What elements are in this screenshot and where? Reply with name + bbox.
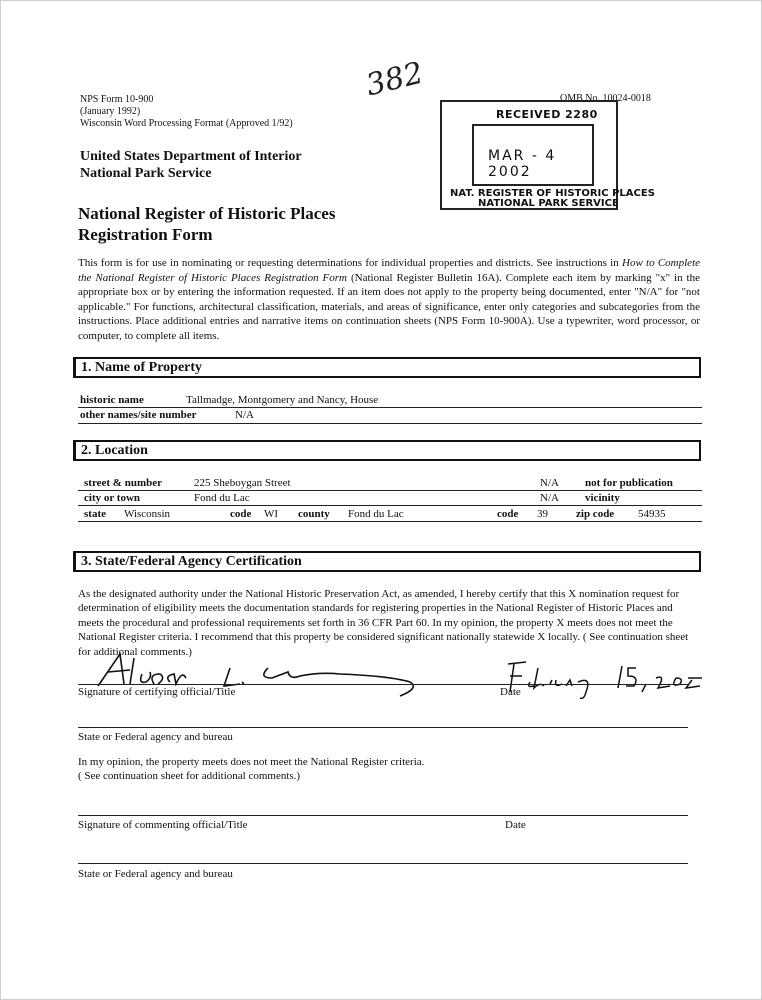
stamp-line-2: NATIONAL PARK SERVICE xyxy=(478,198,619,209)
stamp-received: RECEIVED 2280 xyxy=(496,108,598,121)
section-2-heading: 2. Location xyxy=(73,440,701,461)
divider xyxy=(78,423,702,424)
agency-line-2 xyxy=(78,863,688,864)
opinion-text: In my opinion, the property meets does not meet the National Register criteria. xyxy=(78,756,425,768)
historic-name-label: historic name xyxy=(80,394,144,406)
department-block xyxy=(80,148,302,182)
omb-number: OMB No. 10024-0018 xyxy=(560,93,651,104)
section-3-heading: 3. State/Federal Agency Certification xyxy=(73,551,701,572)
county-value[interactable]: Fond du Lac xyxy=(348,508,404,520)
department-name: United States Department of Interior xyxy=(80,149,302,164)
format-note: Wisconsin Word Processing Format (Approved 1/92) xyxy=(80,118,293,129)
signature-label: Signature of certifying official/Title xyxy=(78,686,236,698)
commenting-line xyxy=(78,815,688,816)
divider xyxy=(78,521,702,522)
title-line-1: National Register of Historic Places xyxy=(78,204,336,223)
received-stamp xyxy=(440,100,655,210)
stamp-line-1: NAT. REGISTER OF HISTORIC PLACES xyxy=(450,188,655,199)
stamp-date-box xyxy=(472,124,594,186)
vicinity-label: vicinity xyxy=(585,492,620,504)
other-names-value[interactable]: N/A xyxy=(235,409,254,421)
instructions-part-1: This form is for use in nominating or requesting determinations for individual properties and districts. See instructions in xyxy=(78,257,622,269)
signature-line xyxy=(78,684,688,685)
divider xyxy=(78,490,702,491)
state-label: state xyxy=(84,508,106,520)
not-for-publication-value[interactable]: N/A xyxy=(540,477,559,489)
county-code-value[interactable]: 39 xyxy=(537,508,548,520)
date-label: Date xyxy=(500,686,521,698)
form-id-block xyxy=(80,94,293,130)
stamp-date: MAR - 4 2002 xyxy=(488,148,557,180)
form-number: NPS Form 10-900 xyxy=(80,94,154,105)
form-date: (January 1992) xyxy=(80,106,141,117)
county-label: county xyxy=(298,508,330,520)
instructions-italic-title: How to Complete the National Register of Historic Places Registration Form xyxy=(78,257,701,284)
instructions-part-2: (National Register Bulletin 16A). Complete each item by marking "x" in the appropriate box or by entering the information requested. If an item does not apply to the property being documented, enter "N/A" for "not applicable." For functions, architectural classification, materials, and areas of significance, enter only categories and subcategories from the instructions. Place additional entries and narrative items on continuation sheets (NPS Form 10-900A). Use a typewriter, word processor, or computer, to complete all items. xyxy=(78,271,700,342)
state-code-label: code xyxy=(230,508,252,520)
zip-label: zip code xyxy=(576,508,615,520)
city-label: city or town xyxy=(84,492,141,504)
historic-name-value[interactable]: Tallmadge, Montgomery and Nancy, House xyxy=(186,394,379,406)
street-value[interactable]: 225 Sheboygan Street xyxy=(194,477,291,489)
city-value[interactable]: Fond du Lac xyxy=(194,492,250,504)
agency-label-2: State or Federal agency and bureau xyxy=(78,868,233,880)
state-code-value[interactable]: WI xyxy=(264,508,279,520)
title-line-2: Registration Form xyxy=(78,225,213,244)
section-1-heading: 1. Name of Property xyxy=(73,357,701,378)
county-code-label: code xyxy=(497,508,519,520)
divider xyxy=(78,407,702,408)
state-value[interactable]: Wisconsin xyxy=(124,508,170,520)
instructions-paragraph xyxy=(78,256,700,344)
street-label: street & number xyxy=(84,477,162,489)
agency-line xyxy=(78,727,688,728)
service-name: National Park Service xyxy=(80,166,212,181)
certification-paragraph: As the designated authority under the National Historic Preservation Act, as amended, I hereby certify that this X nomination request for determination of eligibility meets the documentation standards for registering properties in the National Register of Historic Places and meets the procedural and professional requirements set forth in 36 CFR Part 60. In my opinion, the property X meets does not meet the National Register criteria. I recommend that this property be considered significant nationally statewide X locally. ( See continuation sheet for additional comments.) xyxy=(78,588,689,658)
handwritten-date xyxy=(500,658,720,698)
handwritten-number: 382 xyxy=(362,55,427,104)
opinion-continuation: ( See continuation sheet for additional comments.) xyxy=(78,770,301,782)
date-stroke xyxy=(500,658,720,700)
page-title xyxy=(78,203,335,245)
vicinity-value[interactable]: N/A xyxy=(540,492,559,504)
commenting-date-label: Date xyxy=(505,819,526,831)
agency-label: State or Federal agency and bureau xyxy=(78,731,233,743)
not-for-publication-label: not for publication xyxy=(585,477,673,489)
commenting-signature-label: Signature of commenting official/Title xyxy=(78,819,248,831)
handwritten-signature xyxy=(90,648,390,688)
zip-value[interactable]: 54935 xyxy=(638,508,666,520)
other-names-label: other names/site number xyxy=(80,409,197,421)
divider xyxy=(78,505,702,506)
